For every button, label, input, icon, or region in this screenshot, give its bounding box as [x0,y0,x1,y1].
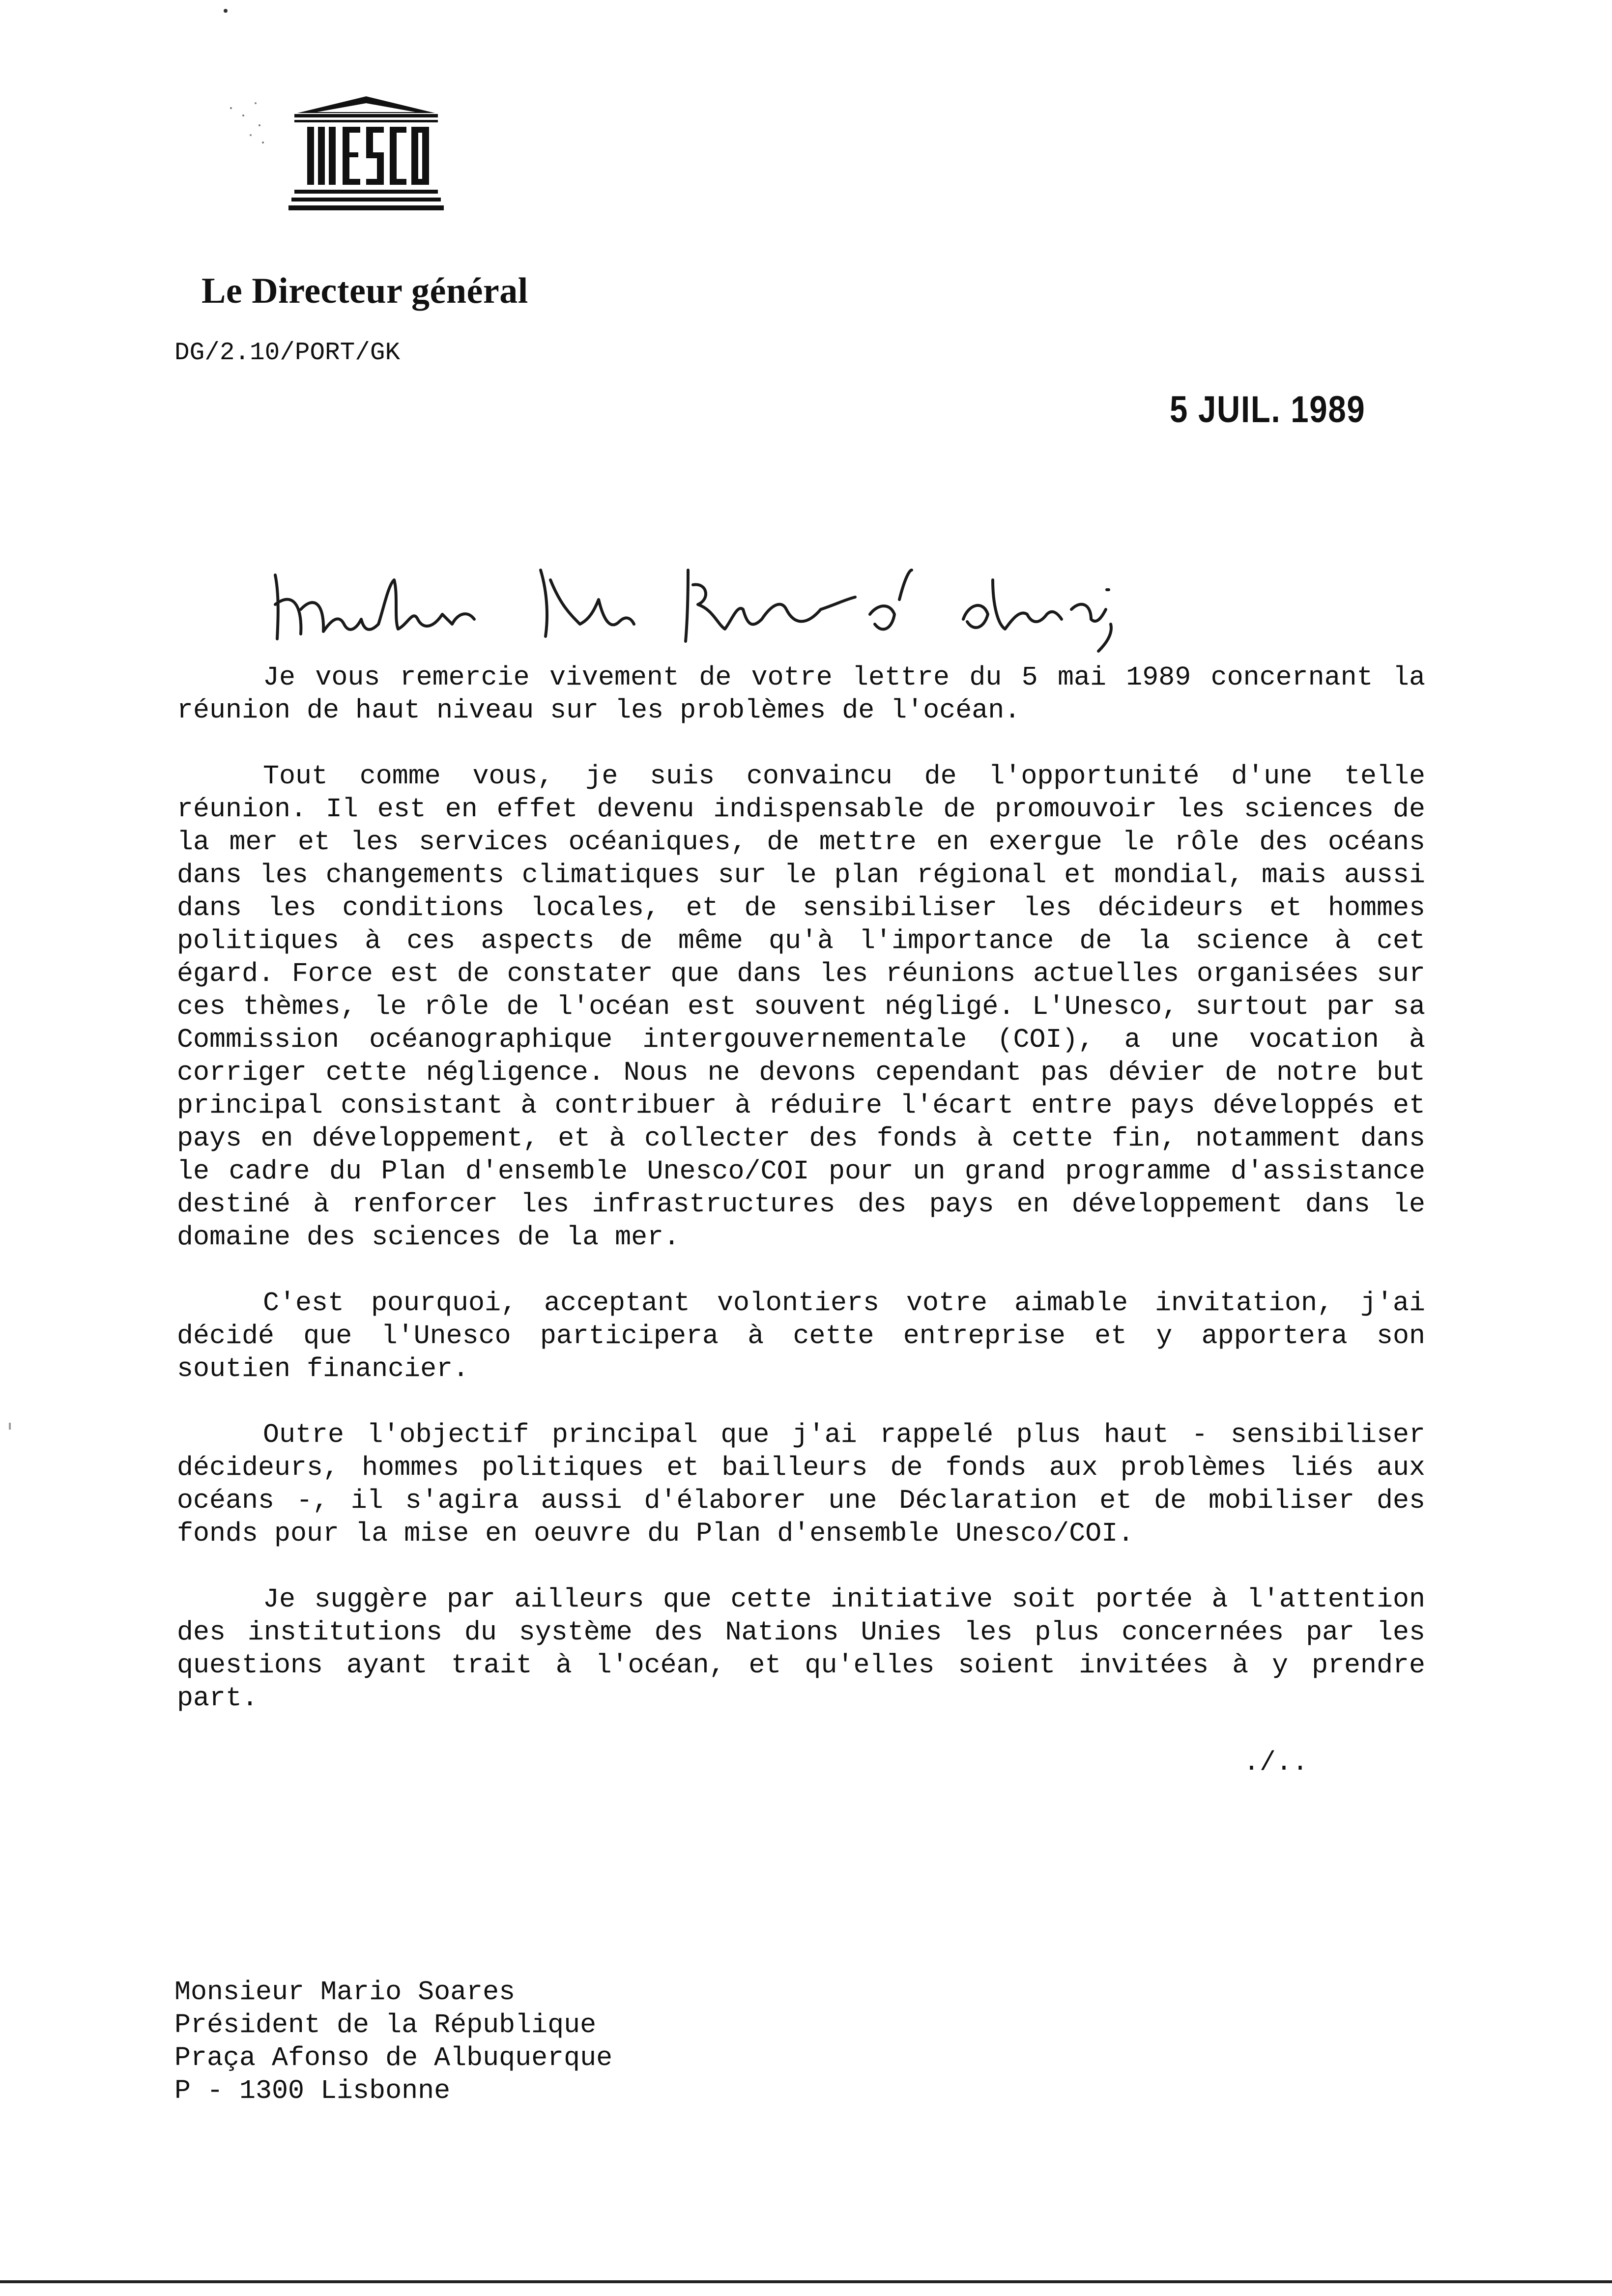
paragraph: C'est pourquoi, acceptant volontiers votre aimable invitation, j'ai décidé que l'Unesco participera à cette entreprise et y apportera son soutien financier. [177,1288,1425,1384]
letter-body [177,661,1425,1748]
date-stamp: 5 JUIL. 1989 [1170,389,1366,430]
recipient-address [174,1976,612,2107]
scan-speck [224,9,228,13]
address-line: Monsieur Mario Soares [174,1977,516,2008]
paragraph: Je vous remercie vivement de votre lettre du 5 mai 1989 concernant la réunion de haut niveau sur les problèmes de l'océan. [177,662,1425,726]
paragraph: Tout comme vous, je suis convaincu de l'opportunité d'une telle réunion. Il est en effet devenu indispensable de promouvoir les sciences de la mer et les services océaniques, de mettre en exergue le rôle des océans dans les changements climatiques sur le plan régional et mondial, mais aussi dans les conditions locales, et de sensibiliser les décideurs et hommes politiques à ces aspects de même qu'à l'importance de la science à cet égard. Force est de constater que dans les réunions actuelles organisées sur ces thèmes, le rôle de l'océan est souvent négligé. L'Unesco, surtout par sa Commission océanographique intergouvernementale (COI), a une vocation à corriger cette négligence. Nous ne devons cependant pas dévier de notre but principal consistant à contribuer à réduire l'écart entre pays développés et pays en développement, et à collecter des fonds à cette fin, notamment dans le cadre du Plan d'ensemble Unesco/COI pour un grand programme d'assistance destiné à renforcer les infrastructures des pays en développement dans le domaine des sciences de la mer. [177,761,1425,1253]
address-line: Président de la République [174,2009,597,2040]
reference-code: DG/2.10/PORT/GK [174,339,401,367]
paragraph: Outre l'objectif principal que j'ai rappelé plus haut - sensibiliser décideurs, hommes politiques et bailleurs de fonds aux problèmes liés aux océans -, il s'agira aussi d'élaborer une Déclaration et de mobiliser des fonds pour la mise en oeuvre du Plan d'ensemble Unesco/COI. [177,1419,1425,1549]
continued-marker: ./.. [1243,1747,1309,1778]
page-bottom-rule [0,2280,1612,2283]
address-line: Praça Afonso de Albuquerque [174,2042,613,2073]
sender-title: Le Directeur général [202,271,528,311]
unesco-logo [288,93,445,216]
paragraph: Je suggère par ailleurs que cette initiative soit portée à l'attention des institutions du système des Nations Unies les plus concernées par les questions ayant trait à l'océan, et qu'elles soient invitées à y prendre part. [177,1584,1425,1714]
scan-specks [221,88,280,162]
address-line: P - 1300 Lisbonne [174,2075,451,2106]
handwritten-salutation [265,550,1125,659]
scan-speck [9,1423,11,1430]
